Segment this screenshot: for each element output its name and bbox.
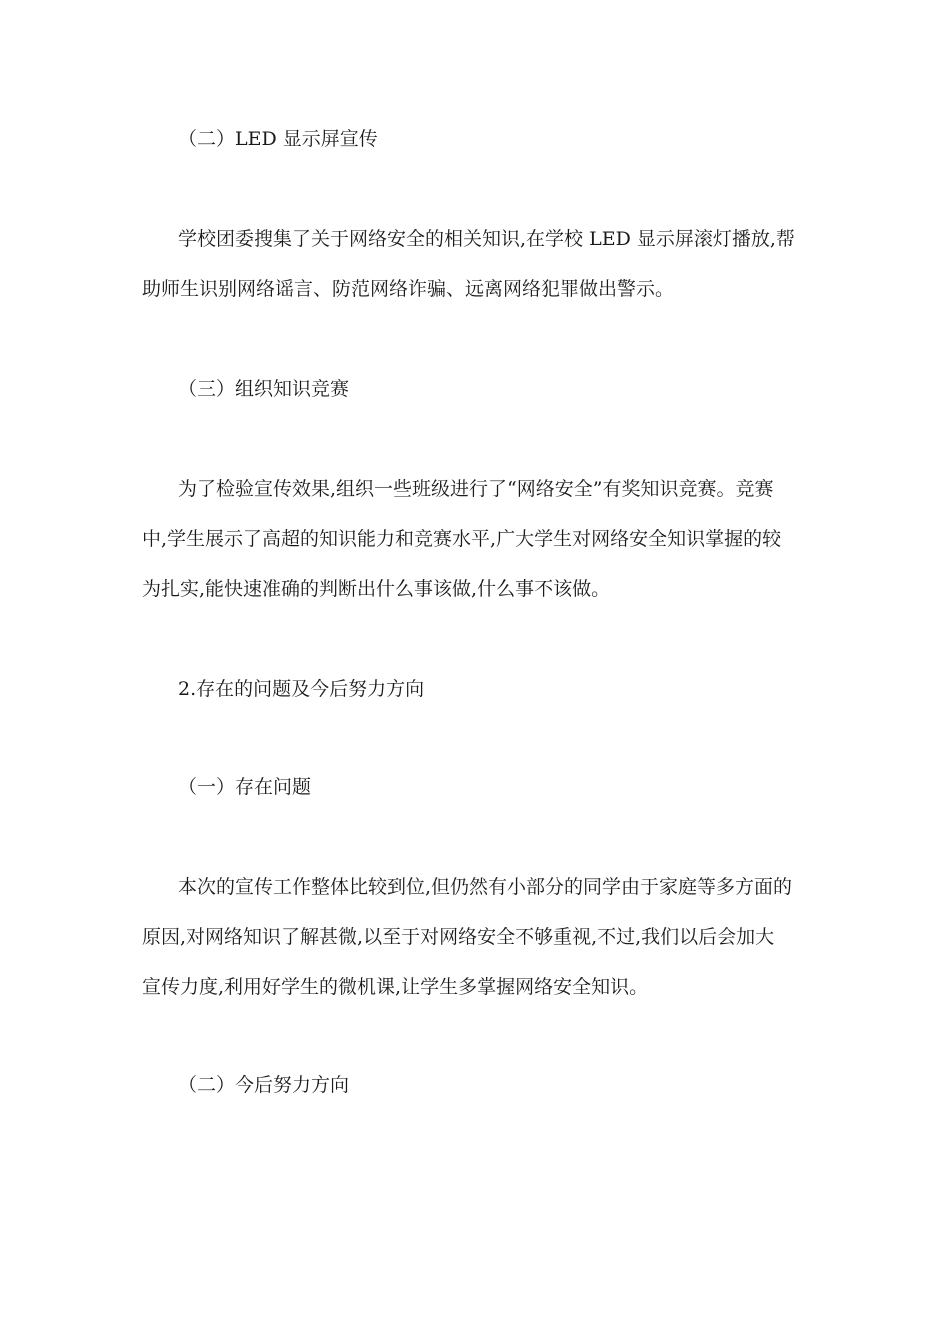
paragraph-led-line-1: 学校团委搜集了关于网络安全的相关知识,在学校 LED 显示屏滚灯播放,帮 bbox=[178, 228, 795, 250]
heading-led-display: （二）LED 显示屏宣传 bbox=[178, 128, 378, 150]
paragraph-contest-line-3: 为扎实,能快速准确的判断出什么事该做,什么事不该做。 bbox=[142, 578, 611, 600]
section-heading-problems-direction: 2.存在的问题及今后努力方向 bbox=[178, 678, 425, 700]
paragraph-led-line-2: 助师生识别网络谣言、防范网络诈骗、远离网络犯罪做出警示。 bbox=[142, 278, 675, 300]
paragraph-problems-line-2: 原因,对网络知识了解甚微,以至于对网络安全不够重视,不过,我们以后会加大 bbox=[142, 926, 775, 948]
heading-existing-problems: （一）存在问题 bbox=[178, 776, 312, 798]
paragraph-problems-line-3: 宣传力度,利用好学生的微机课,让学生多掌握网络安全知识。 bbox=[142, 976, 649, 998]
paragraph-contest-line-2: 中,学生展示了高超的知识能力和竞赛水平,广大学生对网络安全知识掌握的较 bbox=[142, 528, 782, 550]
paragraph-problems-line-1: 本次的宣传工作整体比较到位,但仍然有小部分的同学由于家庭等多方面的 bbox=[178, 876, 793, 898]
paragraph-contest-line-1: 为了检验宣传效果,组织一些班级进行了“网络安全”有奖知识竞赛。竞赛 bbox=[178, 478, 774, 500]
heading-knowledge-contest: （三）组织知识竞赛 bbox=[178, 378, 350, 400]
heading-future-direction: （二）今后努力方向 bbox=[178, 1074, 350, 1096]
